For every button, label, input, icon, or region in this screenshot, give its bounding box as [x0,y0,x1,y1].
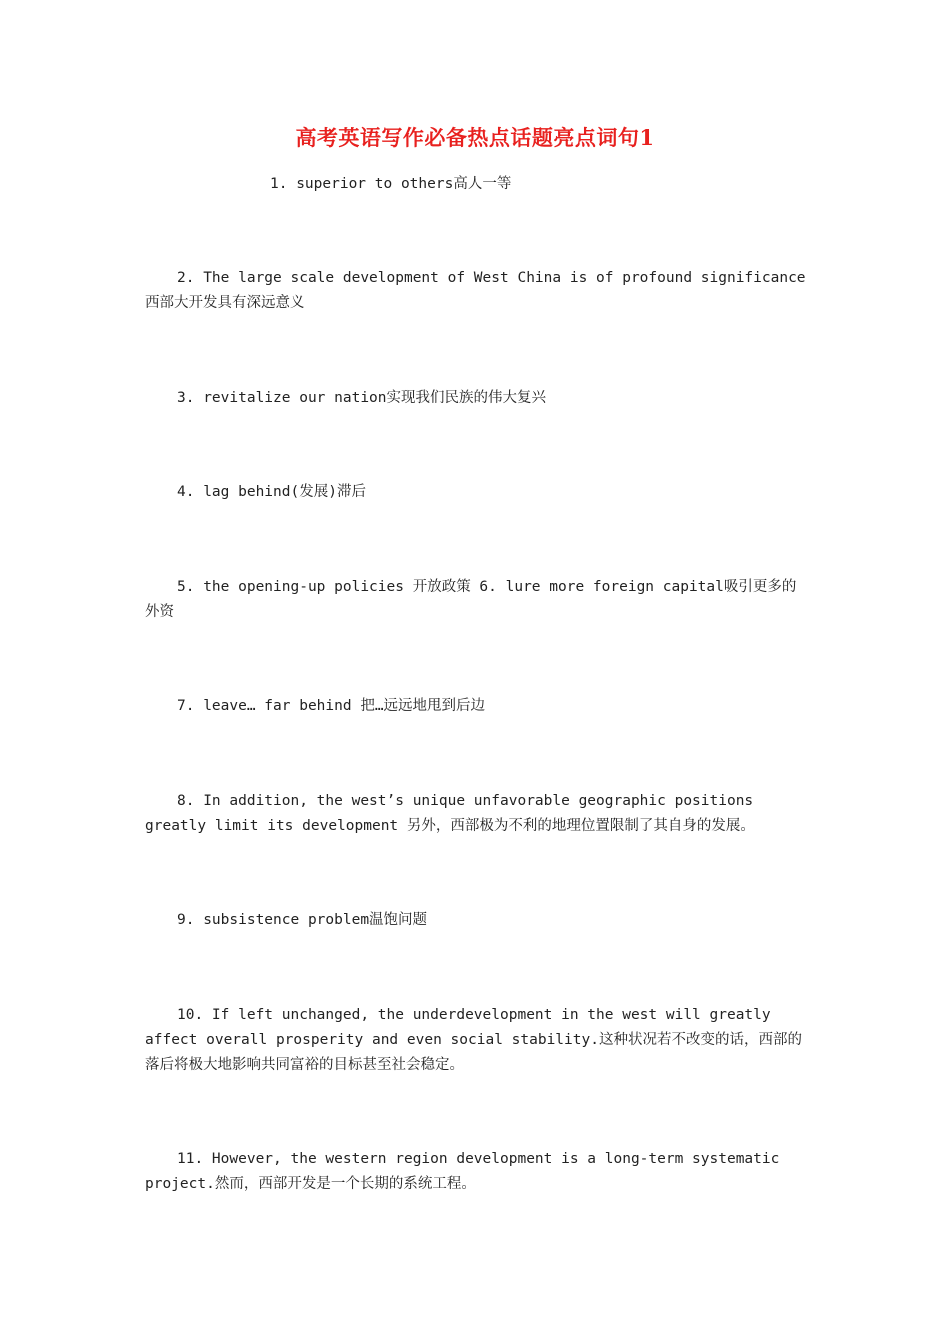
item-text: 11. However, the western region development is a long-term systematic project.然而，西部开发是一个长期的系统工程。 [145,1151,780,1192]
item-text: 8. In addition, the west’s unique unfavorable geographic positions greatly limit its development 另外，西部极为不利的地理位置限制了其自身的发展。 [145,793,755,834]
item-text: 1. superior to others高人一等 [270,176,512,192]
list-item [145,480,810,505]
list-item [145,575,810,625]
item-text: 2. The large scale development of West China is of profound significance西部大开发具有深远意义 [145,270,806,311]
list-item [145,694,810,719]
list-item [145,1003,810,1078]
list-item [145,1147,810,1197]
document-title: 高考英语写作必备热点话题亮点词句1 [295,125,655,150]
list-item [145,908,810,933]
item-text: 9. subsistence problem温饱问题 [177,912,428,928]
item-text: 7. leave… far behind 把…远远地甩到后边 [177,698,486,714]
item-text: 5. the opening-up policies 开放政策 6. lure more foreign capital吸引更多的外资 [145,579,797,620]
list-item [145,386,810,411]
list-item [145,789,810,839]
list-item [145,266,810,316]
item-text: 3. revitalize our nation实现我们民族的伟大复兴 [177,390,547,406]
item-text: 10. If left unchanged, the underdevelopment in the west will greatly affect overall prosperity and even social stability.这种状况若不改变的话，西部的落后将极大地影响共同富裕的目标甚至社会稳定。 [145,1007,802,1073]
item-text: 4. lag behind(发展)滞后 [177,484,366,500]
list-item [270,172,810,197]
